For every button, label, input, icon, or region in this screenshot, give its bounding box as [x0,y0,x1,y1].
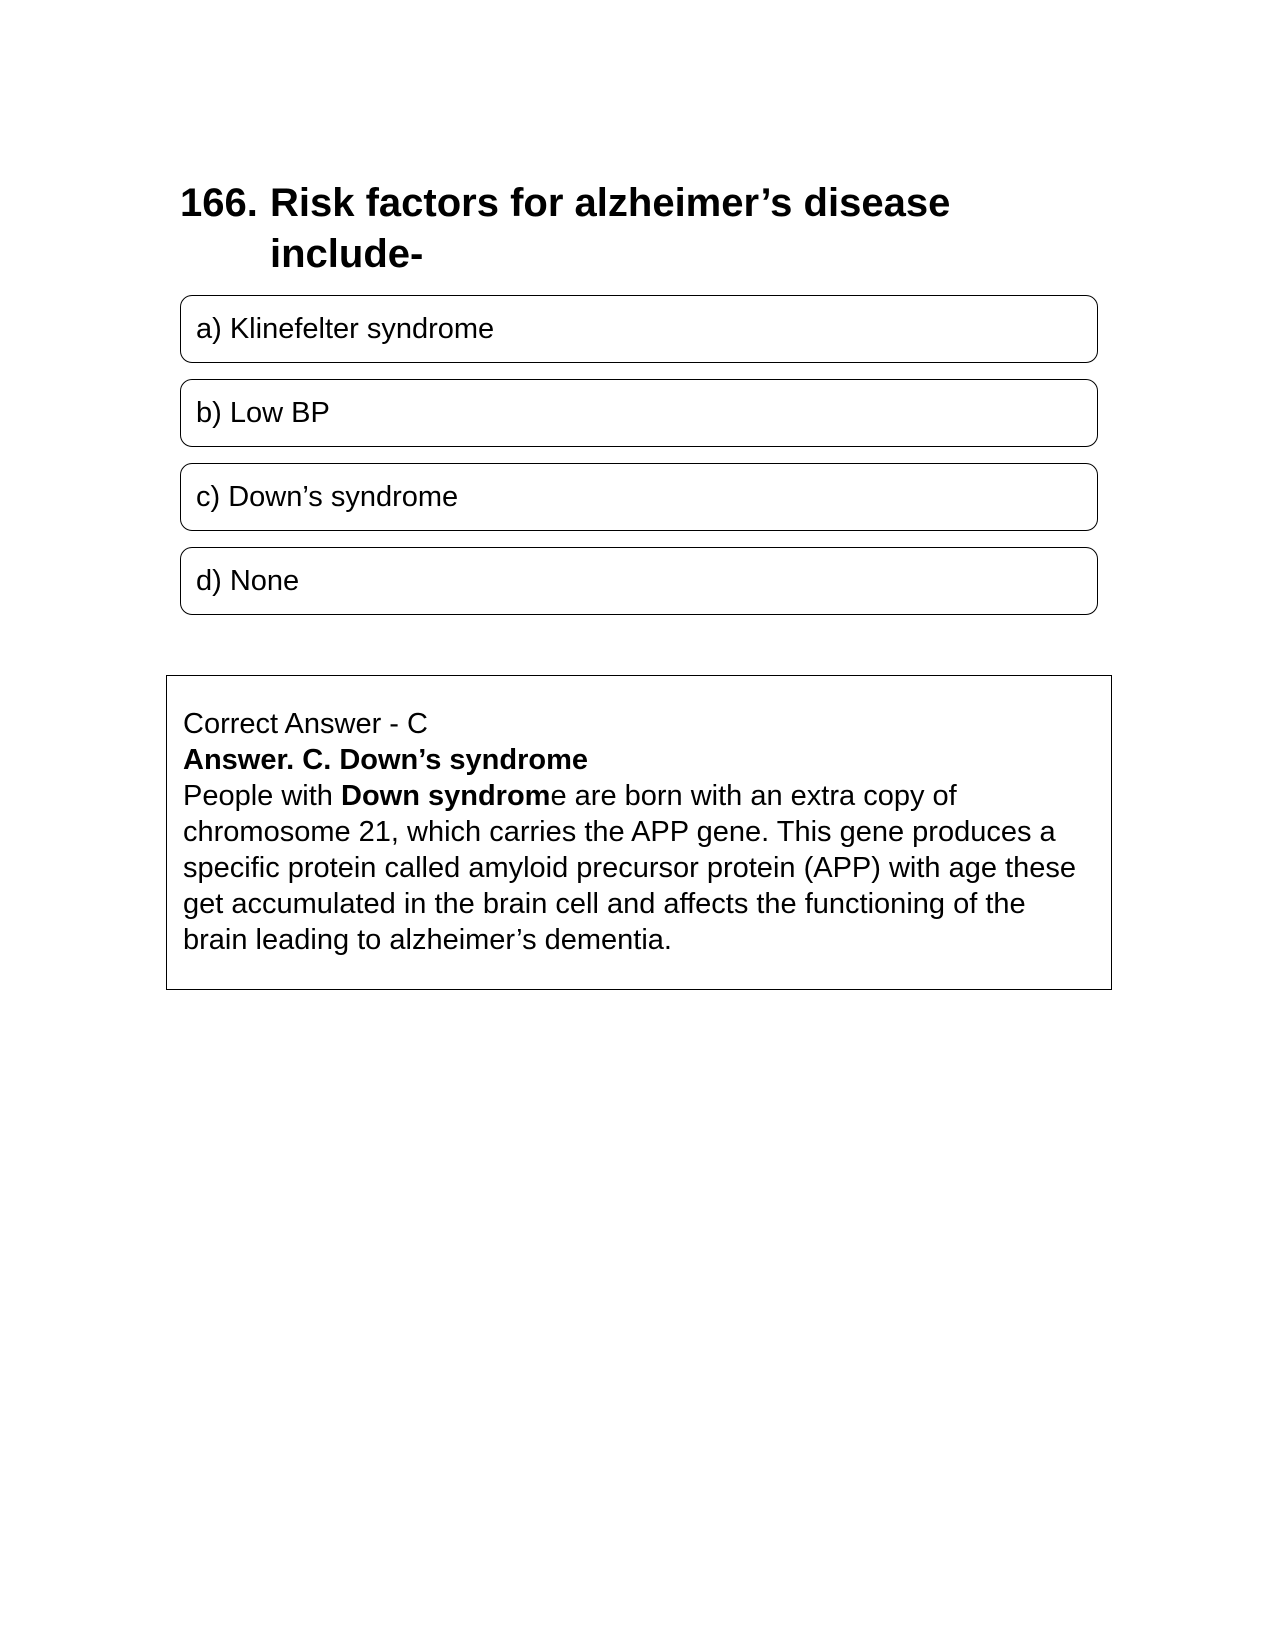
answer-explanation [183,778,1097,958]
answer-heading: Answer. C. Down’s syndrome [183,744,589,776]
question-heading [180,178,1080,280]
option-c[interactable]: c) Down’s syndrome [180,463,1098,531]
explanation-bold-term: Down syndrom [341,780,551,812]
option-d[interactable]: d) None [180,547,1098,615]
question-text: Risk factors for alzheimer’s disease include- [270,181,951,276]
question-number: 166. [180,181,258,225]
option-a[interactable]: a) Klinefelter syndrome [180,295,1098,363]
answer-box [166,675,1112,990]
option-b[interactable]: b) Low BP [180,379,1098,447]
options-list [180,295,1098,631]
explanation-prefix: People with [183,780,341,812]
explanation-rest: e are born with an extra copy of chromosome 21, which carries the APP gene. This gene produces a specific protein called amyloid precursor protein (APP) with age these get accumulated in the brain cell and affects the functioning of the brain leading to alzheimer’s dementia. [183,780,1076,956]
correct-answer-line: Correct Answer - C [183,708,428,740]
